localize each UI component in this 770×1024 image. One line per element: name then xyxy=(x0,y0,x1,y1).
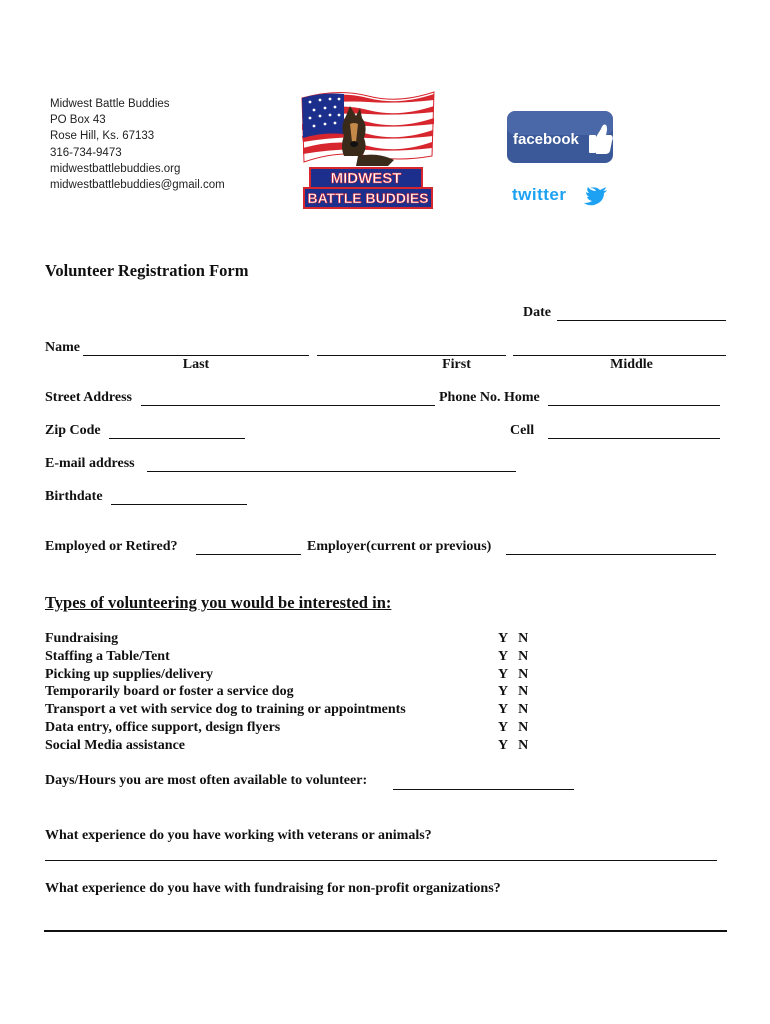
interest-item xyxy=(45,683,565,701)
interest-item xyxy=(45,737,565,755)
interest-label: Picking up supplies/delivery xyxy=(45,666,214,682)
cell-field[interactable] xyxy=(548,438,720,439)
interest-item xyxy=(45,648,565,666)
veterans-experience-question: What experience do you have working with veterans or animals? xyxy=(45,828,432,843)
org-website: midwestbattlebuddies.org xyxy=(50,162,181,175)
interest-label: Temporarily board or foster a service dog xyxy=(45,684,294,700)
email-field[interactable] xyxy=(147,471,516,472)
interest-item xyxy=(45,719,565,737)
yes-no-choice[interactable]: Y N xyxy=(498,648,529,664)
form-title: Volunteer Registration Form xyxy=(45,261,249,280)
interest-item xyxy=(45,630,565,648)
facebook-label: facebook xyxy=(513,131,579,148)
yes-no-choice[interactable]: Y N xyxy=(498,702,529,718)
logo-line-2: BATTLE BUDDIES xyxy=(307,190,429,206)
twitter-bird-icon xyxy=(584,187,607,205)
name-label: Name xyxy=(45,340,80,355)
employed-field[interactable] xyxy=(196,554,301,555)
twitter-label: twitter xyxy=(512,185,567,204)
middle-name-field[interactable] xyxy=(513,355,726,356)
yes-no-choice[interactable]: Y N xyxy=(498,737,529,753)
interest-label: Transport a vet with service dog to training or appointments xyxy=(45,702,406,718)
interest-item xyxy=(45,666,565,684)
yes-no-choice[interactable]: Y N xyxy=(498,631,529,646)
fundraising-experience-field[interactable] xyxy=(44,930,727,932)
availability-label: Days/Hours you are most often available to volunteer: xyxy=(45,773,368,788)
american-flag-icon xyxy=(302,92,434,162)
date-label: Date xyxy=(523,305,551,320)
birthdate-label: Birthdate xyxy=(45,489,103,504)
email-label: E-mail address xyxy=(45,456,135,471)
yes-no-choice[interactable]: Y N xyxy=(498,684,529,700)
date-field[interactable] xyxy=(557,320,726,321)
interest-label: Fundraising xyxy=(45,631,119,646)
phone-home-label: Phone No. Home xyxy=(439,390,540,405)
fundraising-experience-question: What experience do you have with fundraising for non-profit organizations? xyxy=(45,881,501,896)
zip-code-field[interactable] xyxy=(109,438,245,439)
yes-no-choice[interactable]: Y N xyxy=(498,666,529,682)
employer-label: Employer(current or previous) xyxy=(307,539,492,554)
yes-no-choice[interactable]: Y N xyxy=(498,719,529,735)
street-address-label: Street Address xyxy=(45,390,132,405)
org-name: Midwest Battle Buddies xyxy=(50,98,170,110)
interest-label: Data entry, office support, design flyers xyxy=(45,719,281,735)
interest-list xyxy=(45,630,565,755)
org-city: Rose Hill, Ks. 67133 xyxy=(50,130,155,143)
first-name-field[interactable] xyxy=(317,355,506,356)
middle-name-caption: Middle xyxy=(610,357,653,372)
cell-label: Cell xyxy=(510,423,535,438)
twitter-icon[interactable] xyxy=(512,180,612,208)
first-name-caption: First xyxy=(442,357,471,372)
midwest-battle-buddies-logo xyxy=(298,86,438,210)
org-po-box: PO Box 43 xyxy=(50,114,106,127)
last-name-caption: Last xyxy=(182,357,210,372)
facebook-icon[interactable] xyxy=(507,111,613,163)
interest-label: Staffing a Table/Tent xyxy=(45,648,170,664)
org-phone: 316-734-9473 xyxy=(50,146,122,159)
zip-code-label: Zip Code xyxy=(45,423,101,438)
org-email: midwestbattlebuddies@gmail.com xyxy=(50,179,225,192)
phone-home-field[interactable] xyxy=(548,405,720,406)
interest-label: Social Media assistance xyxy=(45,737,185,753)
employed-label: Employed or Retired? xyxy=(45,539,178,554)
street-address-field[interactable] xyxy=(141,405,435,406)
availability-field[interactable] xyxy=(393,789,574,790)
interests-heading: Types of volunteering you would be interested in: xyxy=(45,593,392,612)
logo-line-1: MIDWEST xyxy=(330,170,402,187)
employer-field[interactable] xyxy=(506,554,716,555)
organization-contact xyxy=(50,96,225,193)
last-name-field[interactable] xyxy=(83,355,309,356)
veterans-experience-field[interactable] xyxy=(45,860,717,861)
birthdate-field[interactable] xyxy=(111,504,247,505)
interest-item xyxy=(45,701,565,719)
